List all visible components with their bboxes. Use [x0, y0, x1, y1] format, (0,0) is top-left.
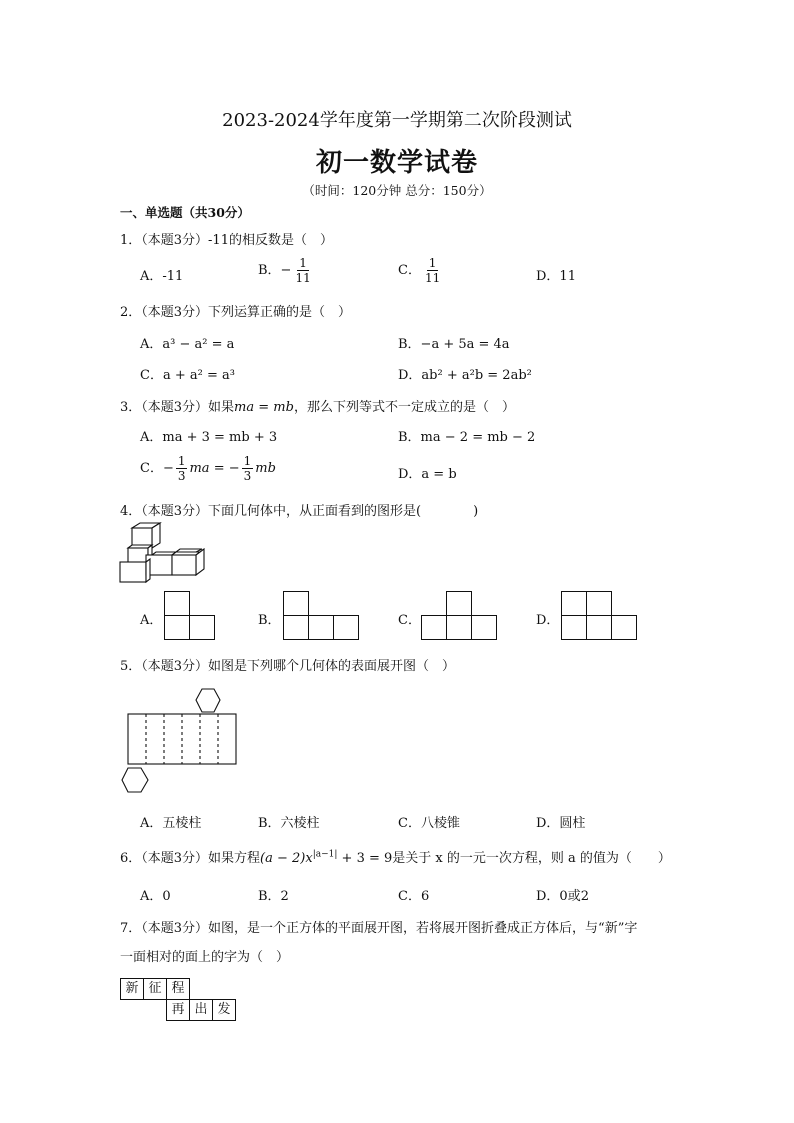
q5-stem: 5．（本题3分）如图是下列哪个几何体的表面展开图（ ）: [120, 659, 456, 674]
q4-option-a-figure: [164, 591, 216, 641]
q3-c-prefix: C．−: [140, 461, 174, 476]
q1-c-numerator: 1: [428, 256, 437, 270]
q4-option-a-label: A．: [140, 613, 163, 628]
q7-stem-line2: 一面相对的面上的字为（ ）: [120, 950, 290, 965]
q3-c-denominator-1: 3: [177, 469, 186, 483]
q2-option-d: D．ab² + a²b = 2ab²: [398, 368, 532, 383]
q3-c-middle: ma = −: [189, 461, 240, 476]
q4-d-cell: [561, 591, 587, 616]
q3-c-end: mb: [255, 461, 276, 476]
q6-stem-equation: (a − 2)x: [260, 851, 313, 866]
q1-b-numerator: 1: [299, 256, 307, 270]
q1-option-c-prefix: C．: [398, 263, 421, 278]
q1-option-b: [258, 256, 315, 285]
q1-option-c-fraction: [423, 256, 442, 285]
q1-option-b-fraction: [293, 256, 312, 285]
q4-c-cell: [421, 615, 447, 640]
q4-b-cell: [308, 615, 334, 640]
q3-stem-equation: ma = mb: [234, 400, 294, 415]
q5-option-d: D．圆柱: [536, 816, 586, 831]
q6-option-b: B．2: [258, 889, 289, 904]
q5-option-b: B．六棱柱: [258, 816, 320, 831]
q4-d-cell: [586, 591, 612, 616]
q2-option-b: B．−a + 5a = 4a: [398, 337, 510, 352]
section-heading: 一、单选题（共30分）: [120, 205, 250, 220]
q2-option-c: C．a + a² = a³: [140, 368, 235, 383]
q6-stem-post: 是关于 x 的一元一次方程，则 a 的值为（ ）: [392, 851, 671, 866]
q6-stem-equation-2: + 3 = 9: [337, 851, 393, 866]
q7-net-cell-4: 再: [166, 999, 190, 1021]
q1-option-d: D．11: [536, 269, 576, 284]
q3-option-b: B．ma − 2 = mb − 2: [398, 430, 536, 445]
q4-d-cell: [561, 615, 587, 640]
q7-cube-net: [120, 978, 240, 1024]
q1-option-c: [398, 256, 444, 285]
q4-option-d-figure: [561, 591, 639, 641]
q5-net-figure: [118, 686, 238, 798]
q2-stem: 2．（本题3分）下列运算正确的是（ ）: [120, 305, 352, 320]
q1-stem: 1．（本题3分）-11的相反数是（ ）: [120, 233, 333, 248]
q4-a-cell: [164, 615, 190, 640]
q3-stem: [120, 396, 515, 415]
q4-d-cell: [611, 615, 637, 640]
q4-c-cell: [446, 591, 472, 616]
q5-option-c: C．八棱锥: [398, 816, 460, 831]
q4-stem: 4．（本题3分）下面几何体中，从正面看到的图形是( ): [120, 504, 479, 519]
q7-stem-line1: 7．（本题3分）如图，是一个正方体的平面展开图，若将展开图折叠成正方体后，与“新”字: [120, 921, 638, 936]
q4-b-cell: [333, 615, 359, 640]
q6-option-a: A．0: [140, 889, 171, 904]
q4-a-cell: [189, 615, 215, 640]
q7-net-cell-6: 发: [212, 999, 236, 1021]
q4-option-b-figure: [283, 591, 361, 641]
q4-option-d-label: D．: [536, 613, 560, 628]
q3-option-d: D．a = b: [398, 467, 457, 482]
exam-title: 2023-2024学年度第一学期第二次阶段测试: [222, 110, 572, 131]
q4-b-cell: [283, 615, 309, 640]
q1-b-denominator: 11: [295, 271, 311, 285]
q7-net-cell-5: 出: [189, 999, 213, 1021]
q4-option-b-label: B．: [258, 613, 281, 628]
q6-stem: [120, 847, 671, 866]
q1-option-a: A．-11: [140, 269, 184, 284]
q4-solid-figure: [118, 521, 210, 585]
q4-d-cell: [586, 615, 612, 640]
q6-option-d: D．0或2: [536, 889, 589, 904]
q3-stem-post: ，那么下列等式不一定成立的是（ ）: [293, 400, 515, 415]
q3-c-numerator-2: 1: [243, 454, 252, 468]
q3-c-numerator-1: 1: [177, 454, 186, 468]
q3-option-a: A．ma + 3 = mb + 3: [140, 430, 278, 445]
q2-option-a: A．a³ − a² = a: [140, 337, 235, 352]
q5-option-a: A．五棱柱: [140, 816, 202, 831]
q3-c-fraction-2: [242, 454, 254, 483]
q4-b-cell: [283, 591, 309, 616]
q3-stem-pre: 3．（本题3分）如果: [120, 400, 235, 415]
q6-option-c: C．6: [398, 889, 430, 904]
q4-c-cell: [446, 615, 472, 640]
q4-option-c-label: C．: [398, 613, 421, 628]
q3-c-denominator-2: 3: [243, 469, 252, 483]
q4-option-c-figure: [421, 591, 499, 641]
q7-net-cell-2: 征: [143, 978, 167, 1000]
q7-net-cell-3: 程: [166, 978, 190, 1000]
q4-a-cell: [164, 591, 190, 616]
exam-subtitle: 初一数学试卷: [315, 148, 478, 178]
q6-stem-pre: 6．（本题3分）如果方程: [120, 851, 261, 866]
q1-option-b-prefix: B．−: [258, 263, 292, 278]
q3-c-fraction-1: [176, 454, 188, 483]
q4-c-cell: [471, 615, 497, 640]
exam-time-info: （时间：120分钟 总分：150分）: [302, 183, 492, 198]
q7-net-cell-1: 新: [120, 978, 144, 1000]
q6-stem-exponent: |a−1|: [312, 849, 338, 860]
q1-c-denominator: 11: [424, 271, 441, 285]
q3-option-c: [140, 454, 276, 483]
